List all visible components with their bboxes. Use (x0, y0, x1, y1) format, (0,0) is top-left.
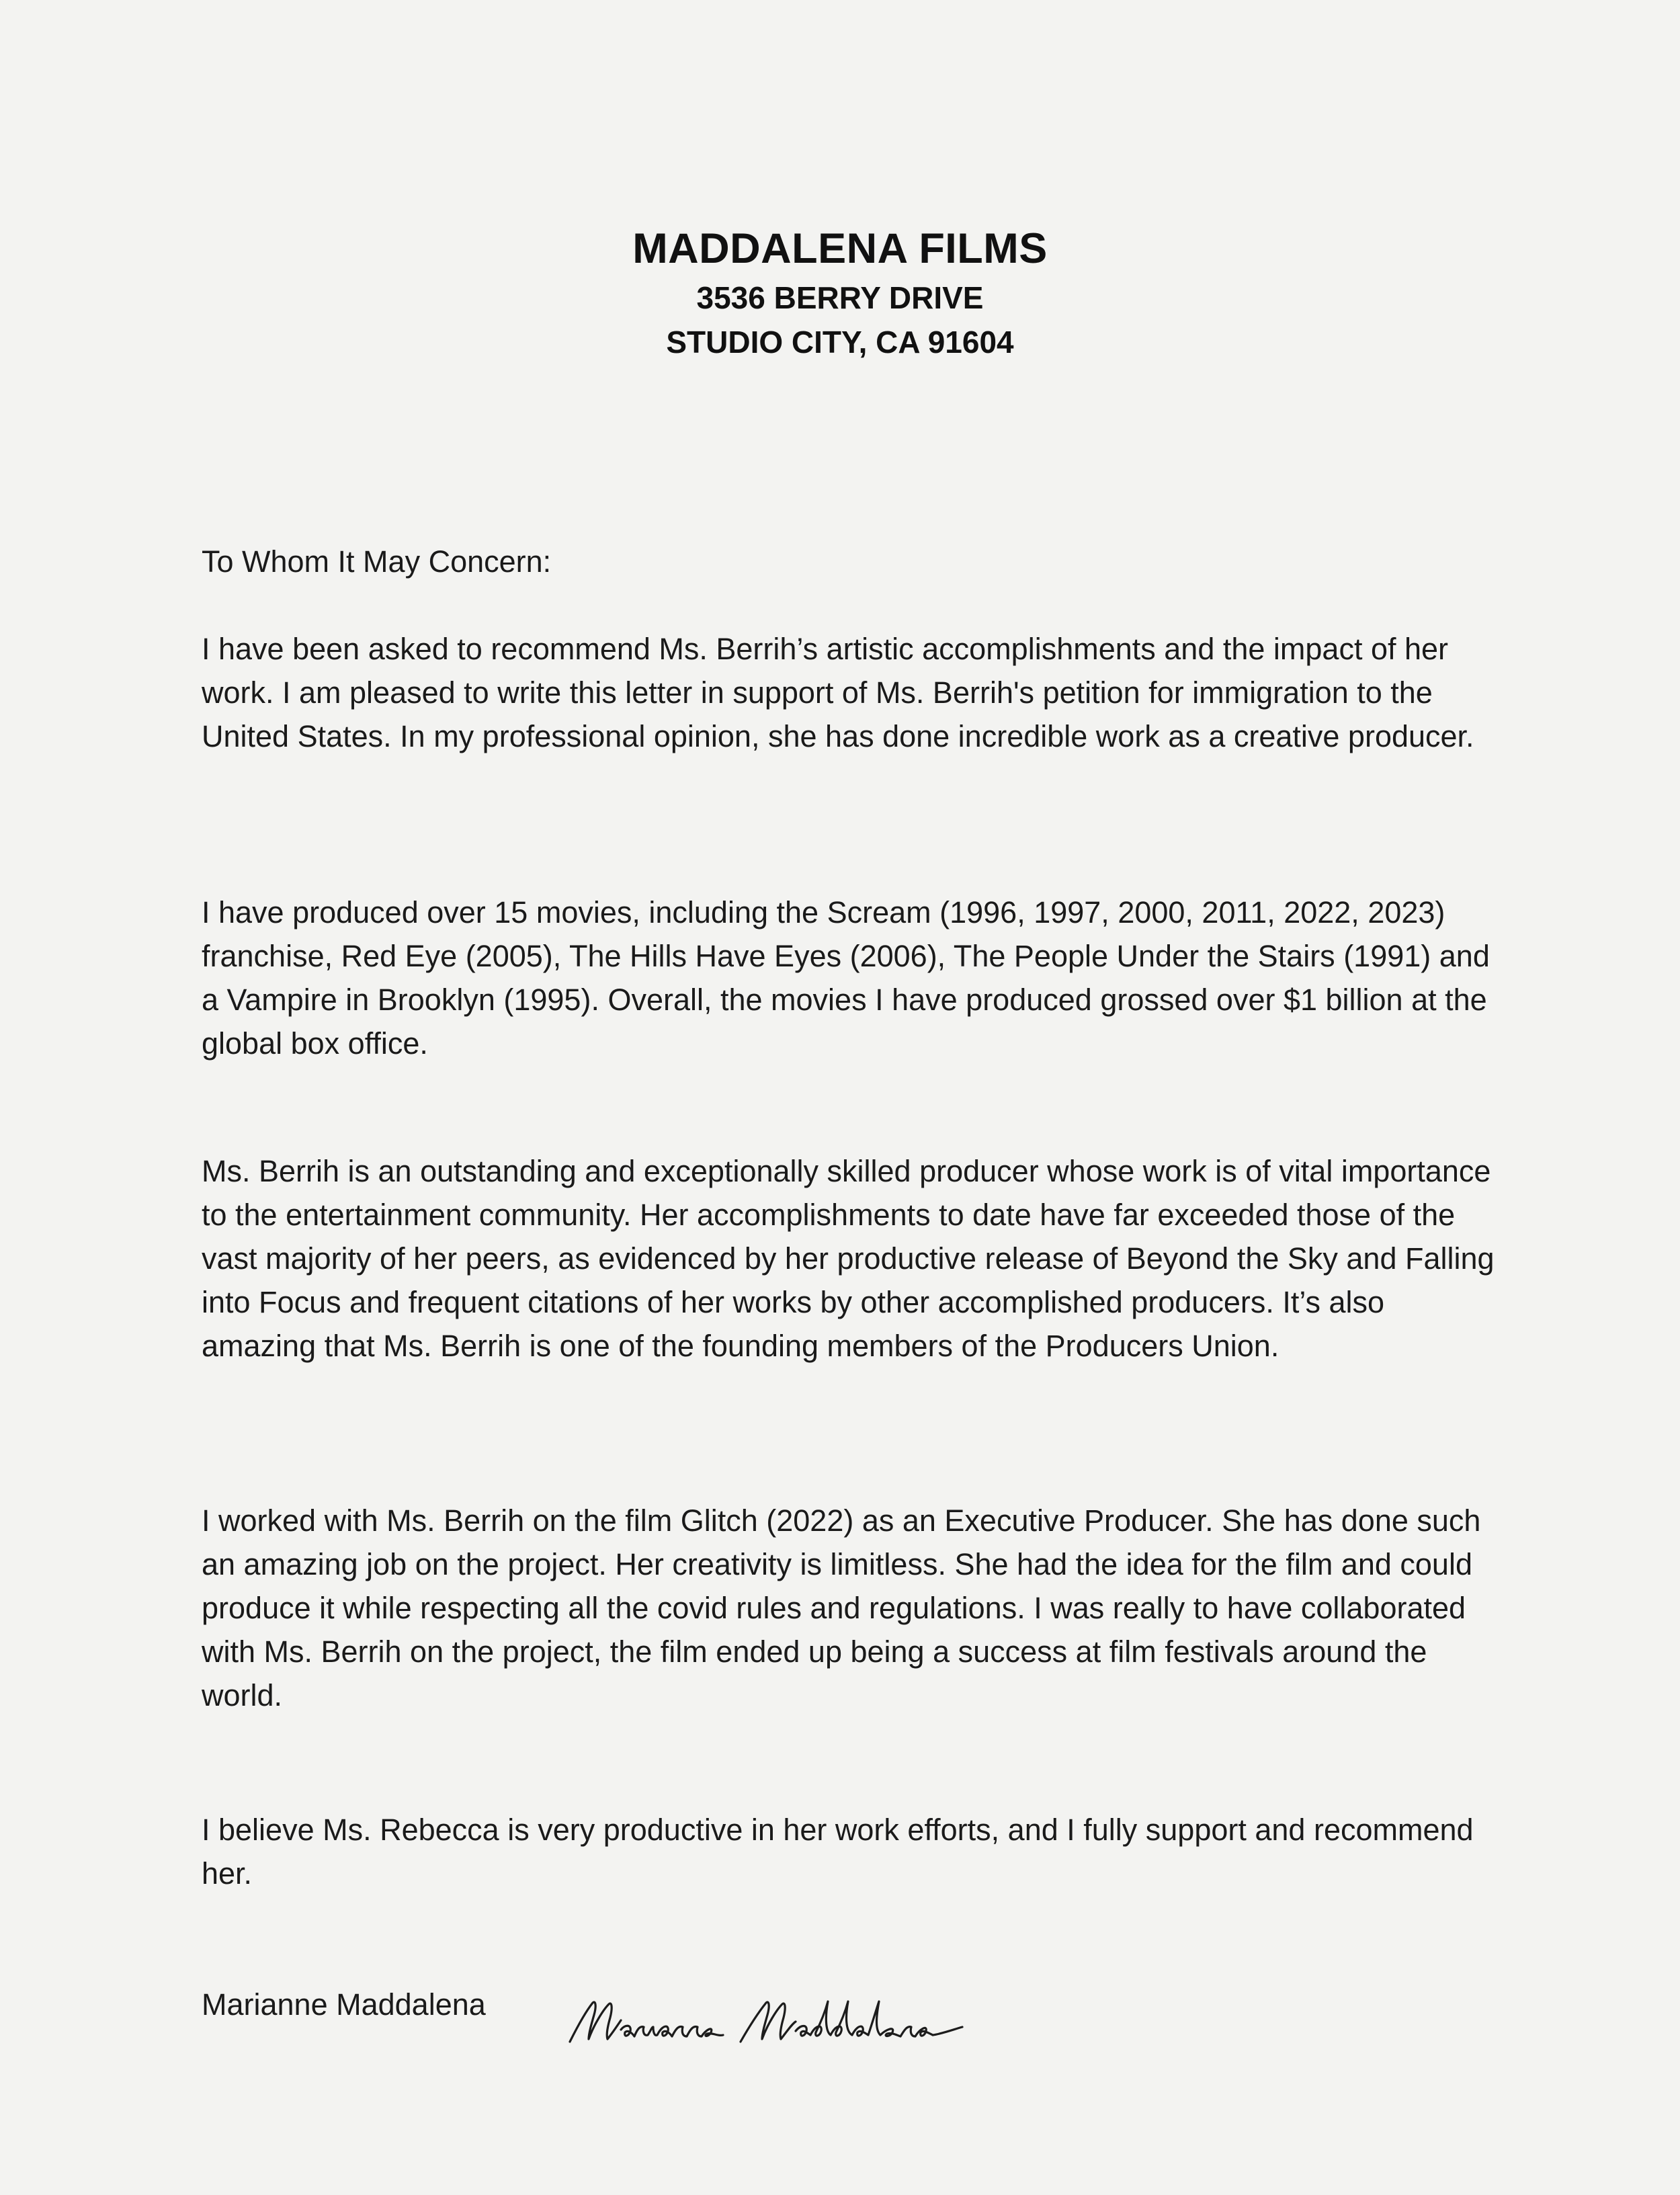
paragraph-collaboration: I worked with Ms. Berrih on the film Glitch (2022) as an Executive Producer. She has done such an amazing job on the project. Her creativity is limitless. She had the idea for the film and could produce it while respecting all the covid rules and regulations. I was really to have collaborated with Ms. Berrih on the project, the film ended up being a success at film festivals around the world. (202, 1503, 1481, 1712)
street-address: 3536 BERRY DRIVE (696, 280, 984, 315)
salutation: To Whom It May Concern: (202, 544, 552, 579)
handwritten-signature (564, 1983, 1035, 2063)
paragraph-closing: I believe Ms. Rebecca is very productive in her work efforts, and I fully support and recommend her. (202, 1813, 1474, 1891)
paragraph-credits: I have produced over 15 movies, including the Scream (1996, 1997, 2000, 2011, 2022, 2023) franchise, Red Eye (2005), The Hills Have Eyes (2006), The People Under the Stairs (1991) and a Vampire in Brooklyn (1995). Overall, the movies I have produced grossed over $1 billion at the global box office. (202, 895, 1490, 1061)
letterhead (0, 222, 1680, 364)
company-name: MADDALENA FILMS (632, 225, 1048, 272)
paragraph-assessment: Ms. Berrih is an outstanding and exceptionally skilled producer whose work is of vital importance to the entertainment community. Her accomplishments to date have far exceeded those of the vast majority of her peers, as evidenced by her productive release of Beyond the Sky and Falling into Focus and frequent citations of her works by other accomplished producers. It’s also amazing that Ms. Berrih is one of the founding members of the Producers Union. (202, 1154, 1495, 1363)
signer-name: Marianne Maddalena (202, 1987, 486, 2022)
paragraph-intro: I have been asked to recommend Ms. Berrih’s artistic accomplishments and the impact of her work. I am pleased to write this letter in support of Ms. Berrih's petition for immigration to the United States. In my professional opinion, she has done incredible work as a creative producer. (202, 632, 1474, 753)
city-address: STUDIO CITY, CA 91604 (666, 325, 1014, 360)
